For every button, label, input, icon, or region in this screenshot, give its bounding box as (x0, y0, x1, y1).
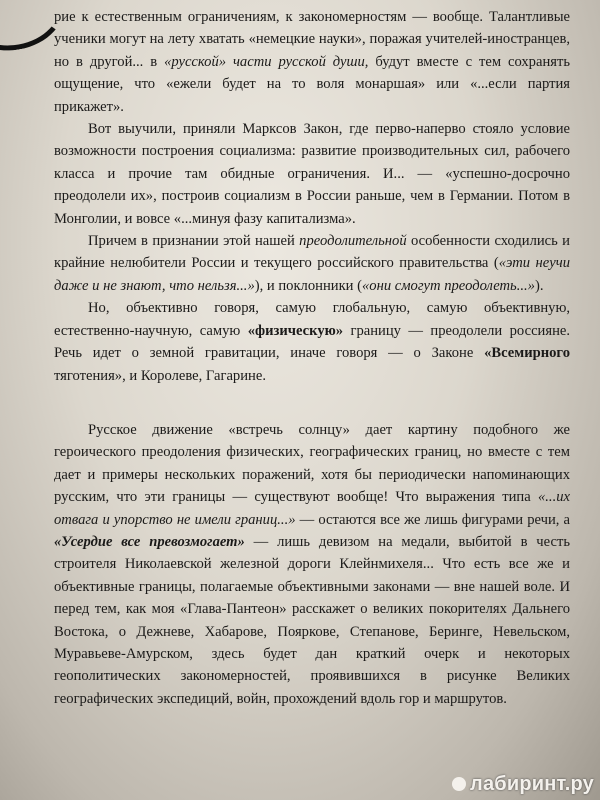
paragraph-5 (54, 419, 570, 710)
text-run: Вот выучили, приняли Марксов Закон, где перво-наперво стояло условие возможности построения социализма: развитие производительных сил, рабочего класса и прочие там обидные ограничения. И... — «успешно-досрочно преодолели их», построив социализм в России раньше, чем в Германии. Потом в Монголии, и вовсе «...минуя фазу капитализма». (54, 121, 570, 227)
text-run: — лишь девизом на медали, выбитой в честь строителя Николаевской железной дороги Клейнмихеля... Что есть все же и объективные границы, полагаемые объективными законами — вне нашей воле. И перед тем, как моя «Глава-Пантеон» расскажет о великих покорителях Дальнего Востока, о Дежневе, Хабарове, Пояркове, Степанове, Беринге, Невельском, Муравьеве-Амурском, здесь будет дан краткий очерк и некоторых геополитических закономерностей, проявившихся в рисунке Великих географических экспедиций, войн, прохождений вдоль гор и маршрутов. (54, 533, 570, 707)
paragraph-2 (54, 118, 570, 230)
paragraph-1 (54, 6, 570, 118)
text-run: «...их отвага и упорство не имели границ...» (54, 489, 570, 528)
watermark (452, 773, 594, 796)
text-run: «эти неучи даже и не знают, что нельзя...» (54, 255, 570, 294)
text-run: — остаются все же лишь фигурами речи, а (295, 511, 570, 528)
text-run: преодолительной (299, 233, 407, 250)
text-run: Но, объективно говоря, самую глобальную, самую объективную, естественно-научную, самую (54, 300, 570, 339)
text-run: «они смогут преодолеть...» (361, 277, 535, 294)
text-run: «Усердие все превозмогает» (54, 533, 245, 550)
text-run: Причем в признании этой нашей (88, 233, 300, 250)
text-run: будут вместе с тем сохранять ощущение, что «ежели будет на то воля монаршая» или «...если партия прикажет». (54, 53, 571, 115)
text-run: рие к естественным ограничениям, к закономерностям — вообще. Талантливые ученики могут на лету хватать «немецкие науки», поражая учителей-иностранцев, но в другой... в (54, 9, 570, 70)
text-run: особенности сходились и крайние нелюбители России и текущего российского правительства ( (54, 233, 570, 272)
labirint-logo-icon (452, 777, 466, 791)
text-run: Русское движение «встречь солнцу» дает картину подобного же героического преодоления физических, географических границ, но вместе с тем дает и примеры нескольких поражений, хотя бы периодически напоминающих русским, что эти границы — существуют вообще! Что выражения типа (54, 421, 570, 506)
watermark-text: лабиринт.ру (470, 773, 594, 795)
text-run: границу — преодолели россияне. Речь идет о земной гравитации, иначе говоря — о Законе (54, 322, 571, 362)
text-run: тяготения», и Королеве, Гагарине. (54, 367, 266, 384)
section-gap (54, 387, 570, 419)
page-text (54, 6, 570, 710)
text-run: ). (534, 277, 544, 294)
text-run: «Всемирного (484, 345, 570, 362)
text-run: ), и поклонники ( (254, 277, 362, 294)
paragraph-4 (54, 297, 570, 387)
text-run: «физическую» (247, 322, 344, 339)
paragraph-3 (54, 230, 570, 297)
text-run: «русской» части русской души, (164, 53, 369, 70)
